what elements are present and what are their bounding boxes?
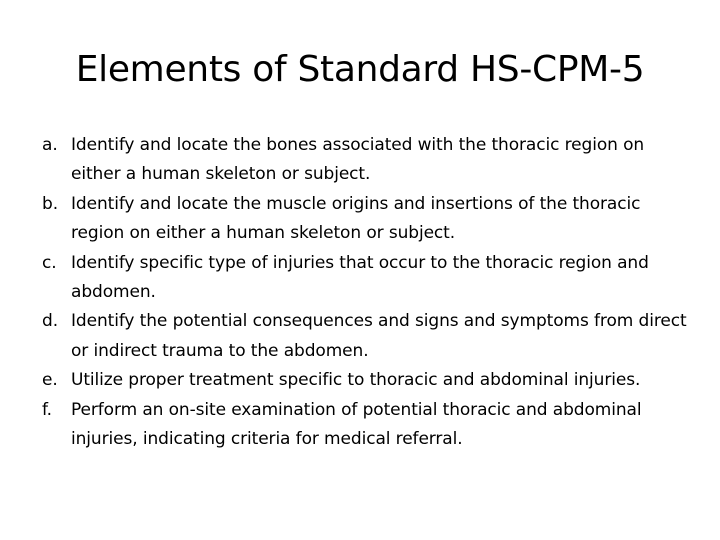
list-marker: b. [42,193,58,214]
list-item-e [42,366,692,395]
list-item-text: Identify and locate the muscle origins and insertions of the thoracic region on either a human skeleton or subject. [71,193,641,244]
list-marker: e. [42,370,58,391]
slide-title: Elements of Standard HS-CPM-5 [75,49,645,90]
list-item-c [42,249,692,308]
list-marker: a. [42,135,58,155]
list-item-text: Perform an on-site examination of potential thoracic and abdominal injuries, indicating criteria for medical referral. [71,399,642,450]
list-item-text: Utilize proper treatment specific to thoracic and abdominal injuries. [71,370,641,391]
list-item-text: Identify specific type of injuries that occur to the thoracic region and abdomen. [71,252,649,303]
list-item-text: Identify the potential consequences and signs and symptoms from direct or indirect trauma to the abdomen. [71,311,687,361]
list-item-f [42,396,692,455]
standard-elements-list [42,131,692,454]
list-item-text: Identify and locate the bones associated with the thoracic region on either a human skeleton or subject. [71,135,645,185]
list-marker: d. [42,311,58,332]
list-item-a [42,131,692,190]
list-marker: f. [42,399,52,420]
list-item-b [42,190,692,249]
list-item-d [42,307,692,366]
list-marker: c. [42,252,57,273]
